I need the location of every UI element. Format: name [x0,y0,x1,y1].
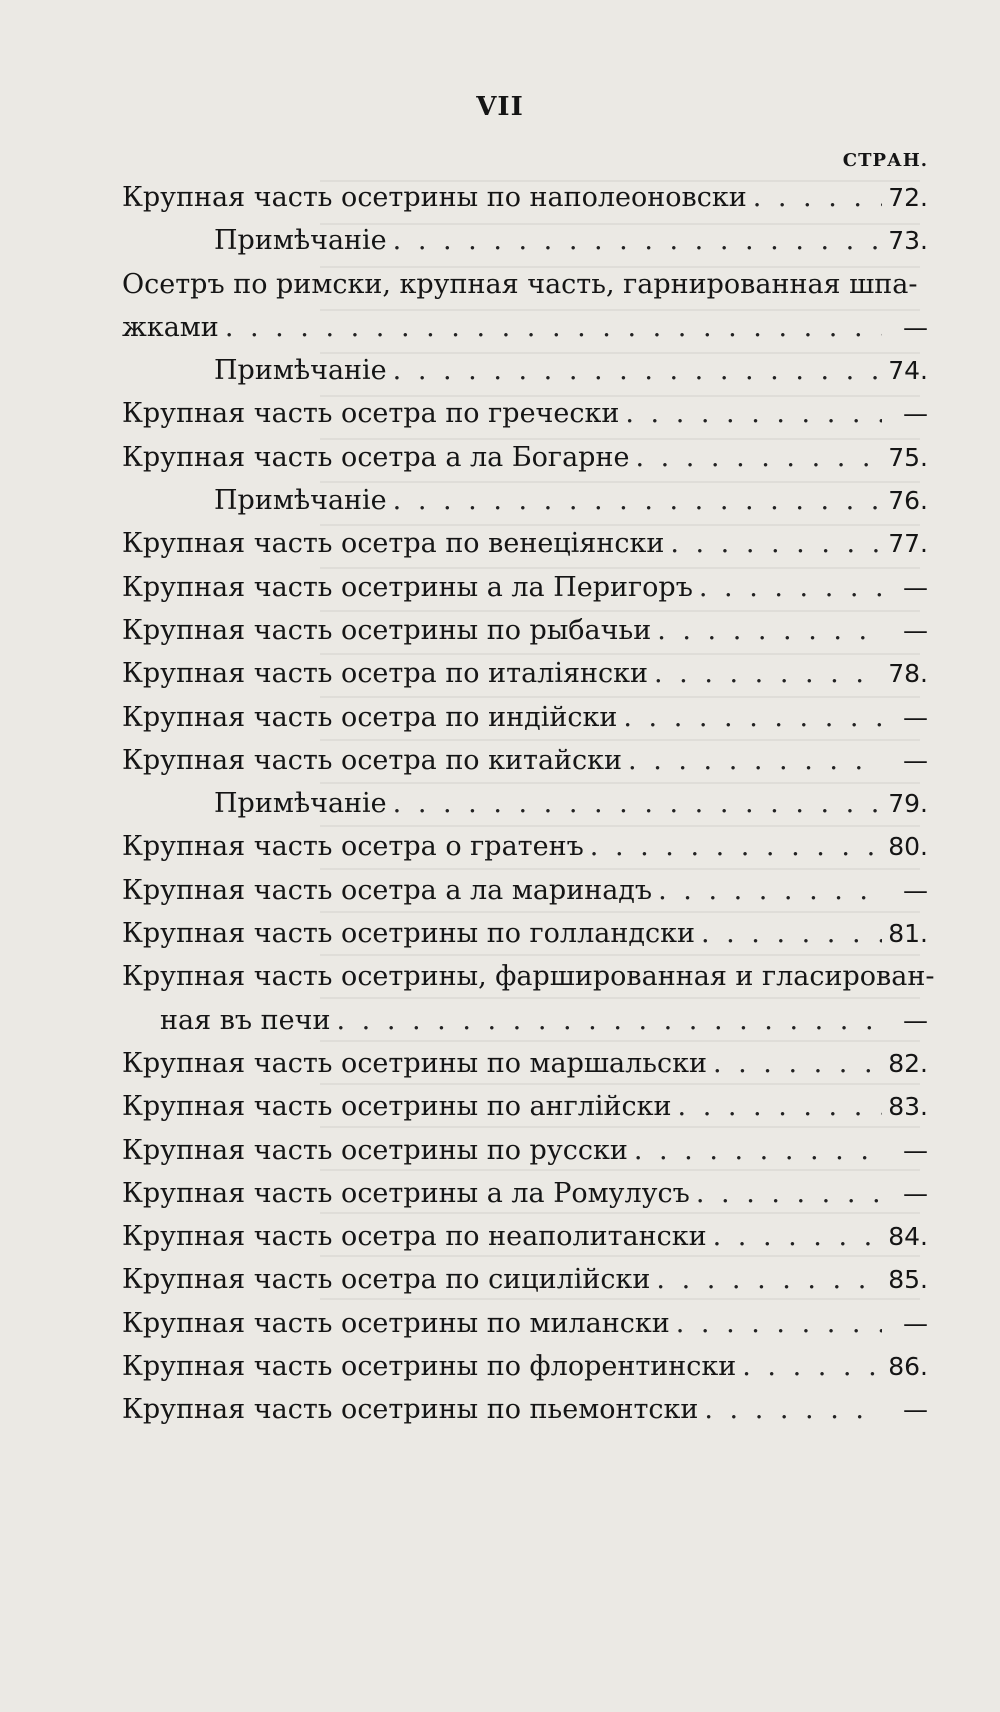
dot-leader [699,566,882,609]
toc-entry [122,1302,928,1345]
toc-entry-title: Примѣчаніе [214,225,387,257]
toc-entry-title: Крупная часть осетра по китайски [122,744,623,776]
toc-entry [122,1085,928,1128]
toc-entry-page: — [903,702,928,732]
toc-entry-page: — [903,615,928,645]
toc-entry [122,176,928,219]
toc-entry [122,1388,928,1431]
toc-entry-title: Примѣчаніе [214,355,387,387]
dot-leader [696,1172,882,1215]
toc-entry-page: 72. [888,183,928,212]
toc-entry [122,739,928,782]
toc-entry-page: — [903,1135,928,1165]
toc-entry-page: 79. [888,789,928,819]
dot-leader [753,176,882,219]
toc-entry-title: Крупная часть осетра по индійски [122,701,618,733]
toc-entry [122,522,928,565]
toc-entry [122,955,935,1042]
dot-leader [225,306,882,349]
toc-entry [122,652,928,695]
dot-leader [635,436,882,479]
toc-entry [122,1258,928,1301]
toc-entry-title: Крупная часть осетрины по рыбачьи [122,614,652,646]
toc-entry-page: 73. [888,226,928,256]
toc-entry-page: — [903,745,928,775]
toc-entry-title-continuation: ная въ печи [160,1004,331,1036]
toc-entry [122,912,928,955]
dot-leader [713,1042,882,1085]
toc-entry-page: 84. [888,1222,928,1252]
toc-entry-title: Крупная часть осетрины по голландски [122,918,695,950]
toc-entry-title: Крупная часть осетра о гратенъ [122,831,584,863]
toc-entry-page: 82. [888,1048,928,1078]
toc-entry [122,825,928,868]
toc-entry-title: Крупная часть осетрины а ла Перигоръ [122,571,693,603]
toc-entry-title: Крупная часть осетрины по англійски [122,1091,672,1123]
page-number: VII [476,92,524,122]
toc-entry-page: — [903,1178,928,1208]
toc-entry-title: Примѣчаніе [214,788,387,820]
toc-entry-page: — [903,1005,928,1035]
dot-leader [658,869,882,912]
toc-entry-page: 78. [888,659,928,689]
toc-entry-title: Крупная часть осетра а ла маринадъ [122,874,653,906]
toc-entry [122,1345,928,1388]
dot-leader [656,1258,882,1301]
toc-entry [122,566,928,609]
toc-entry-note [122,349,928,392]
toc-entry-page: — [903,1395,928,1425]
toc-entry-note [122,219,928,262]
toc-entry-page: 85. [888,1265,928,1295]
toc-entry-title: Крупная часть осетрины по флорентински [122,1351,737,1383]
dot-leader [678,1085,882,1128]
dot-leader [393,479,882,522]
toc-entry [122,263,928,350]
dot-leader [393,349,882,392]
dot-leader [634,1129,882,1172]
dot-leader [628,739,882,782]
toc-entry-page: 75. [888,442,928,472]
toc-entry-title: Крупная часть осетрины по пьемонтски [122,1394,699,1426]
toc-entry-note [122,782,928,825]
table-of-contents [122,176,935,1432]
toc-entry-title: Крупная часть осетра по венеціянски [122,528,665,560]
toc-entry-page: — [903,399,928,429]
toc-entry-page: 76. [888,486,928,516]
dot-leader [393,782,882,825]
toc-entry [122,1129,928,1172]
dot-leader [742,1345,882,1388]
toc-entry-title: Крупная часть осетрины а ла Ромулусъ [122,1177,690,1209]
toc-entry-title: Крупная часть осетрины по русски [122,1134,628,1166]
dot-leader [625,392,882,435]
toc-entry-title: Крупная часть осетра по гречески [122,398,620,430]
toc-entry-page: 81. [888,919,928,949]
dot-leader [713,1215,882,1258]
toc-entry [122,1042,928,1085]
toc-entry-title: Примѣчаніе [214,485,387,517]
dot-leader [393,219,882,262]
dot-leader [657,609,882,652]
toc-entry-page: — [903,572,928,602]
toc-entry-page: 80. [888,832,928,862]
toc-entry-page: 77. [888,529,928,559]
toc-entry-page: 74. [888,356,928,386]
toc-entry-page: — [903,1308,928,1338]
toc-entry [122,869,928,912]
toc-entry-title: Крупная часть осетрины, фаршированная и гласирован- [122,961,935,993]
toc-entry-title: Крупная часть осетра а ла Богарне [122,441,630,473]
toc-entry-note [122,479,928,522]
toc-entry [122,436,928,479]
dot-leader [337,999,883,1042]
toc-entry-page: 83. [888,1092,928,1122]
dot-leader [623,696,882,739]
toc-entry [122,392,928,435]
dot-leader [704,1388,882,1431]
toc-entry [122,1215,928,1258]
toc-entry-title: Крупная часть осетрины по наполеоновски [122,182,747,213]
page-column-header: СТРАН. [842,150,928,171]
toc-entry-title: Крупная часть осетра по италіянски [122,658,648,690]
toc-entry-page: — [903,875,928,905]
toc-entry-title: Осетръ по римски, крупная часть, гарнированная шпа- [122,268,918,300]
toc-entry-title: Крупная часть осетрины по милански [122,1307,670,1339]
dot-leader [670,522,882,565]
toc-entry-title: Крупная часть осетра по сицилійски [122,1264,651,1296]
toc-entry [122,609,928,652]
toc-entry-page: — [903,312,928,342]
toc-entry [122,696,928,739]
dot-leader [701,912,882,955]
toc-entry-title: Крупная часть осетрины по маршальски [122,1047,707,1079]
toc-entry [122,1172,928,1215]
dot-leader [676,1302,882,1345]
dot-leader [654,652,882,695]
toc-entry-title: Крупная часть осетра по неаполитански [122,1221,707,1253]
toc-entry-page: 86. [888,1352,928,1382]
toc-entry-title-continuation: жками [122,311,219,343]
dot-leader [590,825,882,868]
